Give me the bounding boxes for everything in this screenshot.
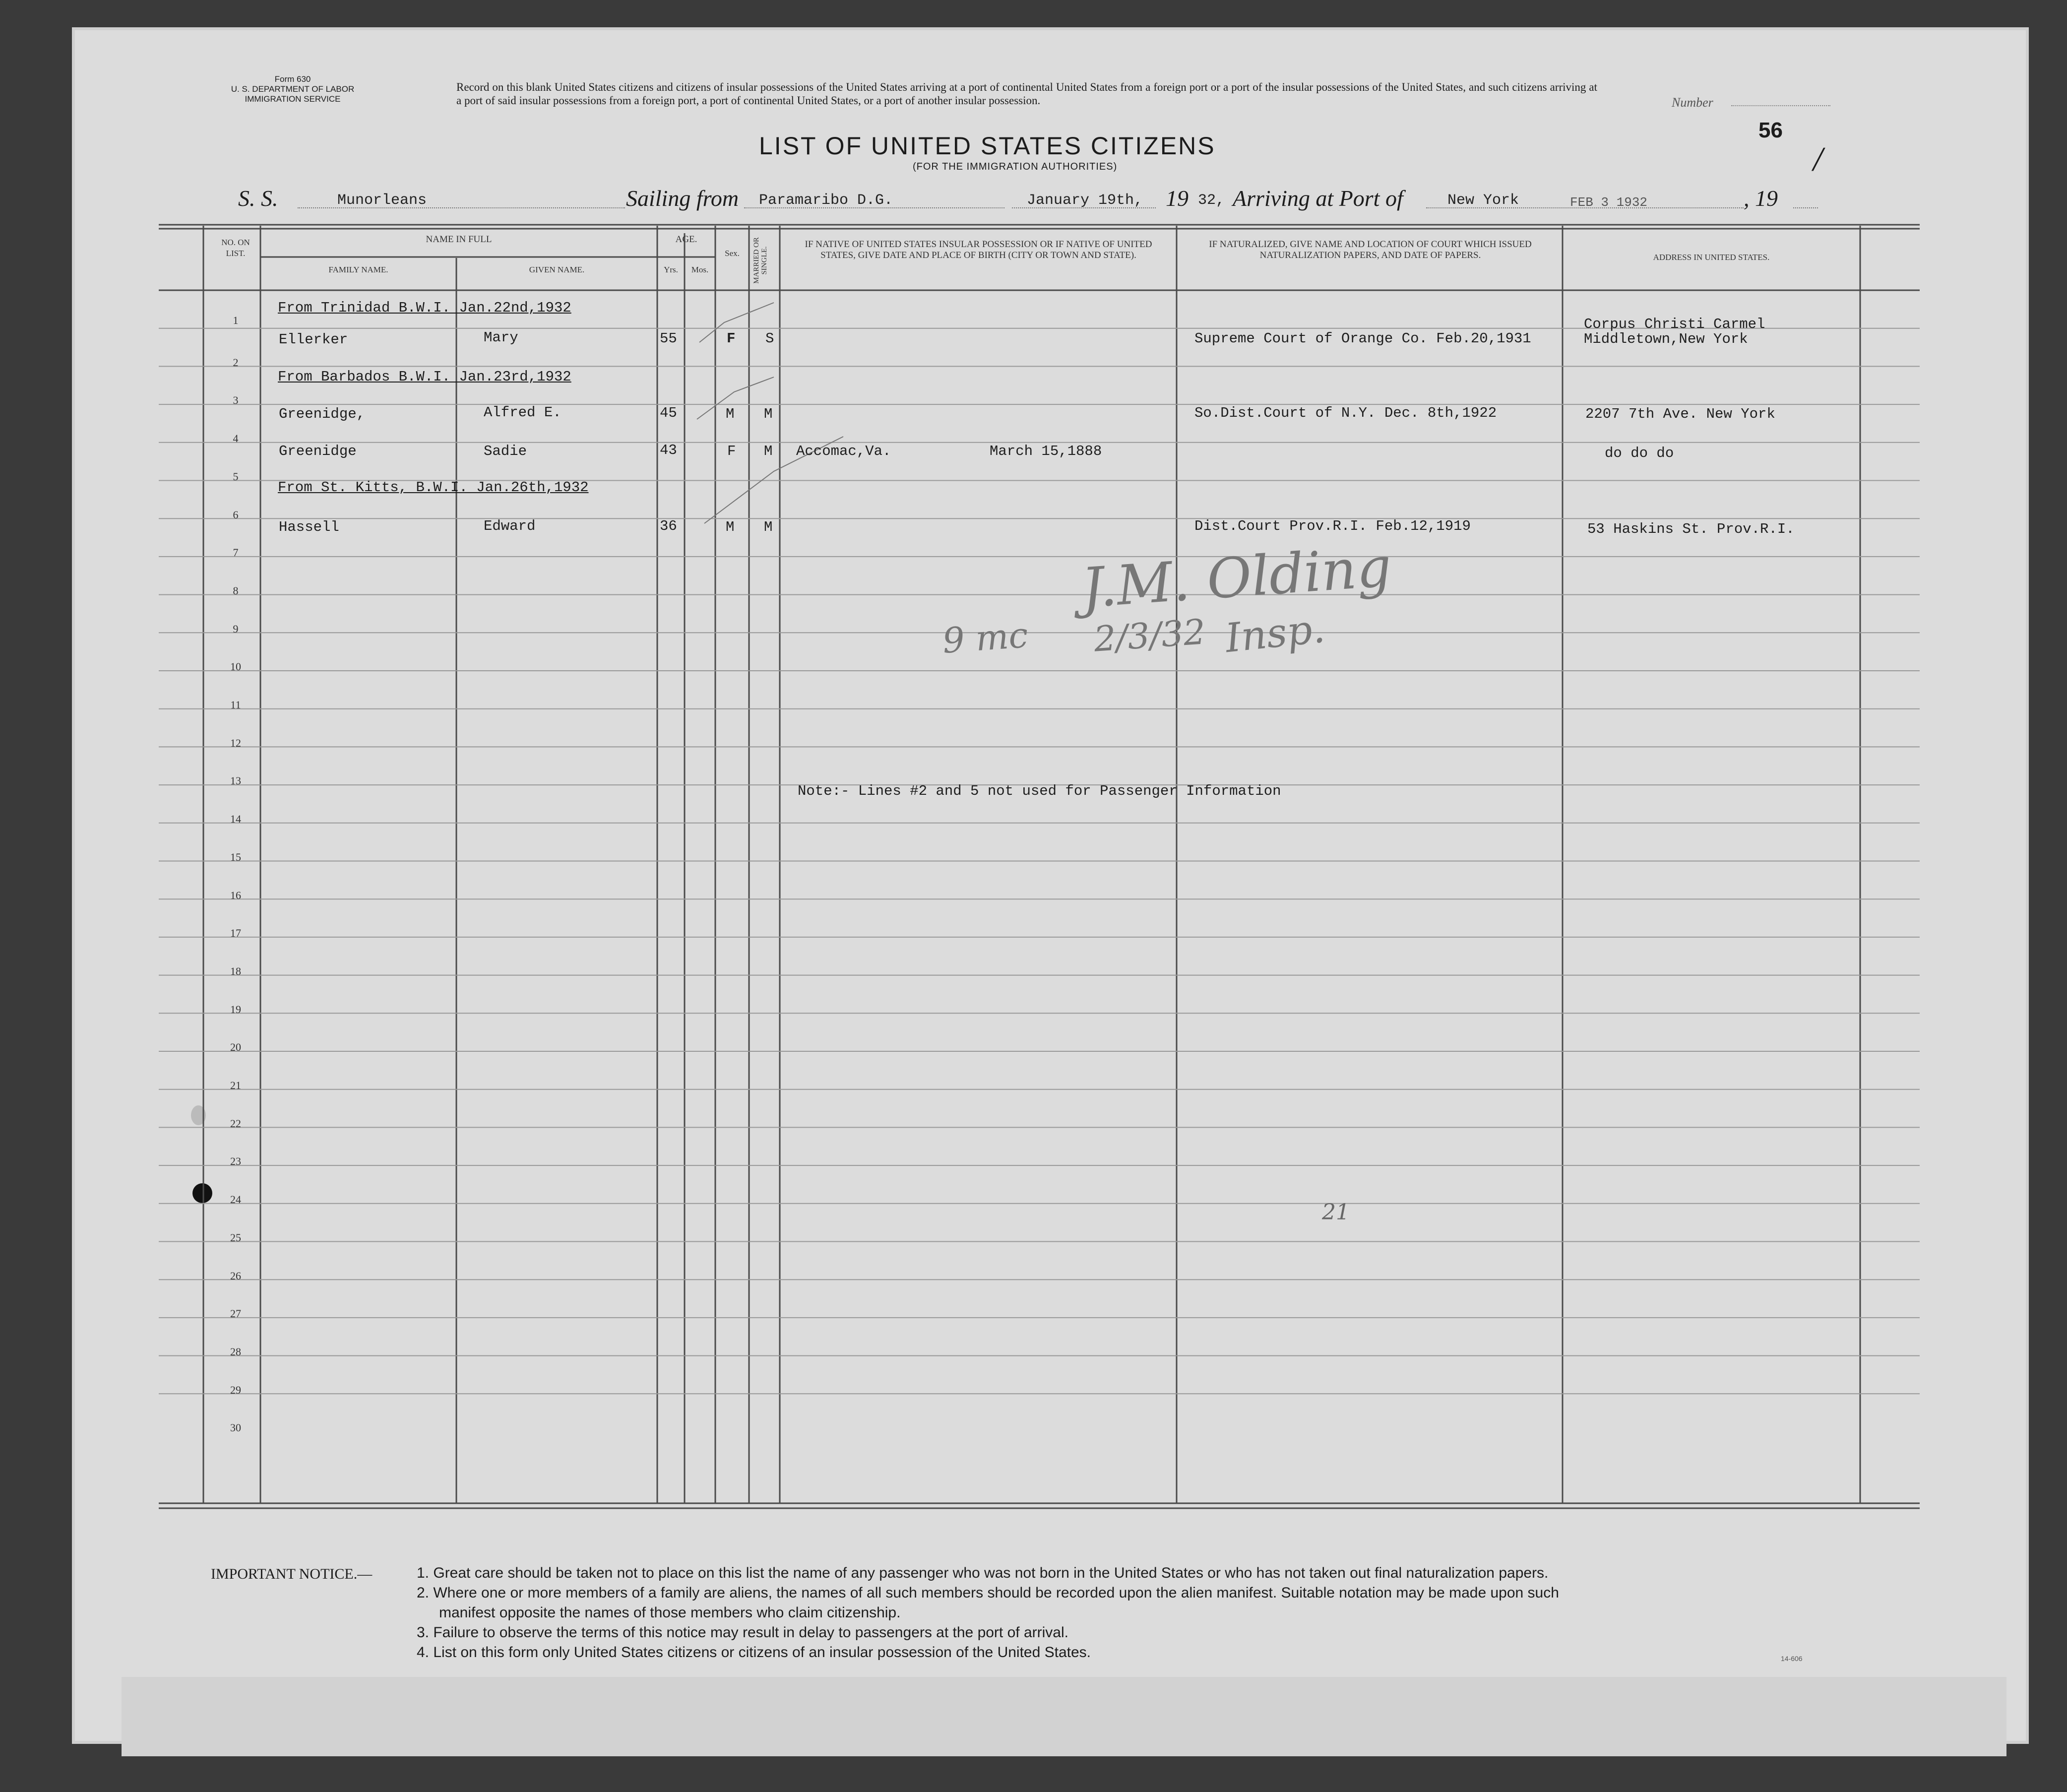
passenger-birth-place: Accomac,Va. bbox=[796, 443, 891, 459]
passenger-address-line-1: 53 Haskins St. Prov.R.I. bbox=[1587, 521, 1795, 537]
passenger-given-name: Sadie bbox=[484, 443, 527, 459]
row-number: 12 bbox=[230, 736, 241, 749]
notice-item-1: 1. Great care should be taken not to place on this list the name of any passenger who was not born in the United States or who has not taken out final naturalization papers. bbox=[417, 1565, 1549, 1581]
form-instructions: Record on this blank United States citizens and citizens of insular possessions of the United States arriving at a port of continental United States from a foreign port or a port of the insular possessions of the United States, and such citizens arriving at a port of said insular possessions from a foreign port, a port of continental United States, or a port of another insular possession. bbox=[456, 81, 1597, 107]
handwritten-role: Insp. bbox=[1223, 605, 1327, 662]
passenger-age-years: 43 bbox=[660, 442, 677, 458]
passenger-naturalization-court: Supreme Court of Orange Co. Feb.20,1931 bbox=[1194, 330, 1531, 347]
row-number: 21 bbox=[230, 1079, 241, 1091]
passenger-naturalization-court: So.Dist.Court of N.Y. Dec. 8th,1922 bbox=[1194, 405, 1497, 421]
row-number: 9 bbox=[233, 622, 239, 635]
notice-item-3: 3. Failure to observe the terms of this notice may result in delay to passengers at the port of arrival. bbox=[417, 1624, 1068, 1641]
passenger-address-line-1: 2207 7th Ave. New York bbox=[1585, 406, 1775, 422]
notice-item-2-continued: manifest opposite the names of those members who claim citizenship. bbox=[439, 1604, 901, 1621]
row-number: 27 bbox=[230, 1307, 241, 1320]
form-title: LIST OF UNITED STATES CITIZENS bbox=[759, 132, 1216, 160]
column-header-months: Mos. bbox=[691, 265, 709, 274]
passenger-address-line-1: Corpus Christi Carmel bbox=[1584, 316, 1765, 332]
row-number: 3 bbox=[233, 394, 239, 407]
row-number: 18 bbox=[230, 964, 241, 977]
passenger-sex: F bbox=[727, 330, 736, 347]
column-header-married-or-single: MARRIED OR SINGLE. bbox=[752, 237, 768, 284]
passenger-family-name: Ellerker bbox=[279, 331, 348, 348]
passenger-sex: F bbox=[727, 443, 736, 459]
ship-name: Munorleans bbox=[337, 192, 427, 209]
passenger-age-years: 45 bbox=[660, 405, 677, 421]
row-number: 25 bbox=[230, 1231, 241, 1244]
row-number: 28 bbox=[230, 1345, 241, 1358]
row-number: 26 bbox=[230, 1269, 241, 1282]
row-number: 7 bbox=[233, 546, 239, 559]
row-number: 15 bbox=[230, 850, 241, 863]
row-number: 22 bbox=[230, 1117, 241, 1130]
ss-label: S. S. bbox=[238, 186, 278, 211]
column-header-years: Yrs. bbox=[664, 265, 678, 274]
row-number: 29 bbox=[230, 1383, 241, 1396]
passenger-sex: M bbox=[726, 519, 735, 535]
column-header-naturalization: IF NATURALIZED, GIVE NAME AND LOCATION OF COURT WHICH ISSUED NATURALIZATION PAPERS, AND DATE OF PAPERS. bbox=[1209, 239, 1532, 260]
form-print-code: 14-606 bbox=[1781, 1655, 1803, 1663]
column-header-name-in-full: NAME IN FULL bbox=[426, 234, 492, 245]
row-number: 4 bbox=[233, 432, 239, 445]
handwritten-date: 2/3/32 bbox=[1092, 611, 1207, 660]
notice-item-4: 4. List on this form only United States citizens or citizens of an insular possession of the United States. bbox=[417, 1644, 1091, 1661]
year-suffix: 32, bbox=[1198, 192, 1225, 209]
notice-item-2: 2. Where one or more members of a family are aliens, the names of all such members should be recorded upon the alien manifest. Suitable notation may be made upon such bbox=[417, 1585, 1559, 1601]
column-header-given-name: GIVEN NAME. bbox=[529, 265, 585, 274]
passenger-given-name: Alfred E. bbox=[484, 404, 562, 421]
year-prefix: 19 bbox=[1166, 186, 1189, 211]
column-header-age: AGE. bbox=[675, 234, 697, 245]
passenger-marital-status: M bbox=[764, 443, 773, 459]
table-note: Note:- Lines #2 and 5 not used for Passenger Information bbox=[798, 783, 1281, 799]
row-number: 17 bbox=[230, 927, 241, 940]
column-header-number: NO. ON LIST. bbox=[221, 238, 250, 258]
form-department: U. S. DEPARTMENT OF LABOR bbox=[231, 84, 355, 94]
arriving-label: Arriving at Port of bbox=[1233, 186, 1403, 211]
arrival-port: New York bbox=[1447, 192, 1519, 209]
row-number: 13 bbox=[230, 774, 241, 787]
handwritten-initials: 9 mc bbox=[941, 615, 1030, 661]
passenger-marital-status: M bbox=[764, 519, 773, 535]
passenger-address-line-1: do do do bbox=[1605, 445, 1674, 461]
sailing-label: Sailing from bbox=[626, 186, 739, 211]
passenger-age-years: 36 bbox=[660, 518, 677, 534]
row-number: 14 bbox=[230, 813, 241, 826]
row-number: 30 bbox=[230, 1421, 241, 1434]
column-header-birth: IF NATIVE OF UNITED STATES INSULAR POSSESSION OR IF NATIVE OF UNITED STATES, GIVE DATE AND PLACE OF BIRTH (CITY OR TOWN AND STATE). bbox=[805, 239, 1152, 260]
passenger-naturalization-court: Dist.Court Prov.R.I. Feb.12,1919 bbox=[1194, 518, 1471, 534]
row-number: 16 bbox=[230, 889, 241, 901]
group-header-barbados: From Barbados B.W.I. Jan.23rd,1932 bbox=[278, 369, 571, 385]
row-number: 2 bbox=[233, 356, 239, 369]
group-header-st-kitts: From St. Kitts, B.W.I. Jan.26th,1932 bbox=[278, 479, 589, 496]
form-number: Form 630 bbox=[274, 74, 311, 84]
column-header-sex: Sex. bbox=[725, 249, 740, 258]
column-header-address: ADDRESS IN UNITED STATES. bbox=[1653, 253, 1770, 262]
passenger-family-name: Hassell bbox=[279, 519, 339, 535]
row-number: 6 bbox=[233, 508, 239, 521]
row-number: 24 bbox=[230, 1193, 241, 1206]
page-number: 56 bbox=[1758, 118, 1783, 142]
passenger-marital-status: S bbox=[765, 330, 774, 347]
passenger-age-years: 55 bbox=[660, 330, 677, 347]
number-label: Number bbox=[1672, 95, 1713, 110]
row-number: 1 bbox=[233, 314, 239, 326]
form-service: IMMIGRATION SERVICE bbox=[245, 94, 341, 104]
arrival-year-prefix: , 19 bbox=[1744, 186, 1778, 211]
row-number: 19 bbox=[230, 1003, 241, 1016]
row-number: 20 bbox=[230, 1041, 241, 1054]
notice-heading: IMPORTANT NOTICE.— bbox=[211, 1566, 373, 1582]
passenger-address-line-2: Middletown,New York bbox=[1584, 331, 1748, 347]
passenger-family-name: Greenidge bbox=[279, 443, 357, 459]
passenger-birth-date: March 15,1888 bbox=[990, 443, 1102, 459]
row-number: 11 bbox=[230, 699, 241, 711]
page-mark: / bbox=[1813, 140, 1823, 179]
arrival-stamp: FEB 3 1932 bbox=[1570, 195, 1648, 210]
passenger-marital-status: M bbox=[764, 406, 773, 422]
passenger-given-name: Mary bbox=[484, 329, 518, 346]
form-subtitle: (FOR THE IMMIGRATION AUTHORITIES) bbox=[913, 161, 1118, 172]
group-header-trinidad: From Trinidad B.W.I. Jan.22nd,1932 bbox=[278, 300, 571, 316]
row-number: 23 bbox=[230, 1155, 241, 1168]
row-number: 10 bbox=[230, 660, 241, 673]
row-number: 5 bbox=[233, 470, 239, 483]
sailing-date: January 19th, bbox=[1027, 192, 1143, 209]
passenger-family-name: Greenidge, bbox=[279, 406, 366, 422]
inspector-signature: J.M. Olding bbox=[1079, 535, 1394, 620]
column-header-family-name: FAMILY NAME. bbox=[328, 265, 388, 274]
passenger-given-name: Edward bbox=[484, 518, 536, 534]
sailing-from: Paramaribo D.G. bbox=[759, 192, 893, 209]
row-number: 8 bbox=[233, 584, 239, 597]
stray-mark: 21 bbox=[1322, 1200, 1350, 1225]
passenger-sex: M bbox=[726, 406, 735, 422]
